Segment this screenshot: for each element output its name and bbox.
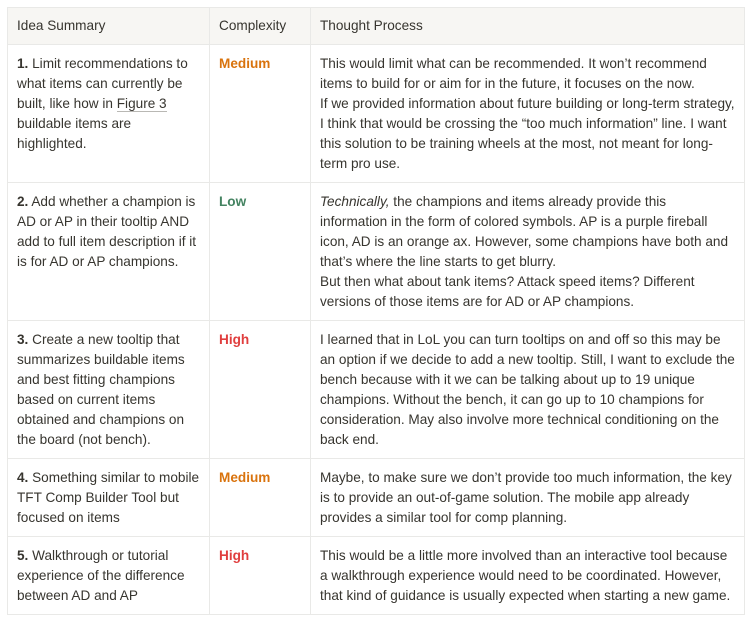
idea-summary-text: Add whether a champion is AD or AP in their tooltip AND add to full item description if it is for AD or AP champions. — [17, 194, 197, 269]
complexity-cell — [210, 537, 311, 615]
idea-summary-cell — [8, 459, 210, 537]
complexity-cell — [210, 321, 311, 459]
header-complexity: Complexity — [210, 8, 311, 45]
thought-paragraph: Maybe, to make sure we don’t provide too much information, the key is to provide an out-of-game solution. The mobile app already provides a similar tool for comp planning. — [320, 470, 732, 525]
header-thought-process: Thought Process — [311, 8, 745, 45]
header-idea-summary: Idea Summary — [8, 8, 210, 45]
table-row — [8, 45, 745, 183]
idea-summary-text: Walkthrough or tutorial experience of the difference between AD and AP — [17, 548, 185, 603]
idea-summary-cell — [8, 183, 210, 321]
table-row — [8, 183, 745, 321]
complexity-badge: High — [219, 332, 250, 347]
table-row — [8, 537, 745, 615]
idea-summary-text: Create a new tooltip that summarizes buildable items and best fitting champions based on current items obtained and champions on the board (not bench). — [17, 332, 185, 447]
thought-paragraph: I learned that in LoL you can turn tooltips on and off so this may be an option if we decide to add a new tooltip. Still, I want to exclude the bench because with it we can be talking about up to 19 unique champions. Without the bench, it can go up to 10 champions for consideration. May also involve more technical conditioning on the back end. — [320, 332, 735, 447]
idea-number: 1. — [17, 56, 29, 71]
thought-paragraph: This would limit what can be recommended. It won’t recommend items to build for or aim for in the future, it focuses on the now. — [320, 56, 707, 91]
figure-3-link[interactable]: Figure 3 — [116, 96, 167, 111]
thought-process-cell — [311, 537, 745, 615]
complexity-badge: High — [219, 548, 250, 563]
idea-summary-text-end: buildable items are highlighted. — [17, 116, 132, 151]
thought-process-cell — [311, 321, 745, 459]
complexity-cell — [210, 45, 311, 183]
idea-number: 5. — [17, 548, 29, 563]
idea-number: 2. — [17, 194, 29, 209]
thought-process-cell — [311, 45, 745, 183]
complexity-badge: Medium — [219, 56, 271, 71]
thought-paragraph-2: But then what about tank items? Attack speed items? Different versions of those items are for AD or AP champions. — [320, 274, 695, 309]
ideas-table — [7, 7, 745, 615]
emphasis-text: Technically, — [320, 194, 390, 209]
idea-summary-cell — [8, 537, 210, 615]
thought-paragraph-2: If we provided information about future building or long-term strategy, I think that would be crossing the “too much information” line. I want this solution to be training wheels at the most, not meant for long-term pro use. — [320, 96, 735, 171]
table-row — [8, 459, 745, 537]
thought-paragraph: This would be a little more involved than an interactive tool because a walkthrough experience would need to be coordinated. However, that kind of guidance is usually expected when starting a new game. — [320, 548, 731, 603]
idea-number: 3. — [17, 332, 29, 347]
complexity-badge: Low — [219, 194, 247, 209]
header-row — [8, 8, 745, 45]
idea-summary-cell — [8, 45, 210, 183]
thought-process-cell — [311, 183, 745, 321]
idea-summary-cell — [8, 321, 210, 459]
idea-summary-text: Limit recommendations to what items can currently be built, like how in — [17, 56, 188, 111]
thought-paragraph: Technically, the champions and items already provide this information in the form of colored symbols. AP is a purple fireball icon, AD is an orange ax. However, some champions have both and that’s where the line starts to get blurry. — [320, 194, 729, 269]
complexity-badge: Medium — [219, 470, 271, 485]
idea-summary-text: Something similar to mobile TFT Comp Builder Tool but focused on items — [17, 470, 200, 525]
idea-number: 4. — [17, 470, 29, 485]
complexity-cell — [210, 183, 311, 321]
complexity-cell — [210, 459, 311, 537]
table-row — [8, 321, 745, 459]
thought-process-cell — [311, 459, 745, 537]
